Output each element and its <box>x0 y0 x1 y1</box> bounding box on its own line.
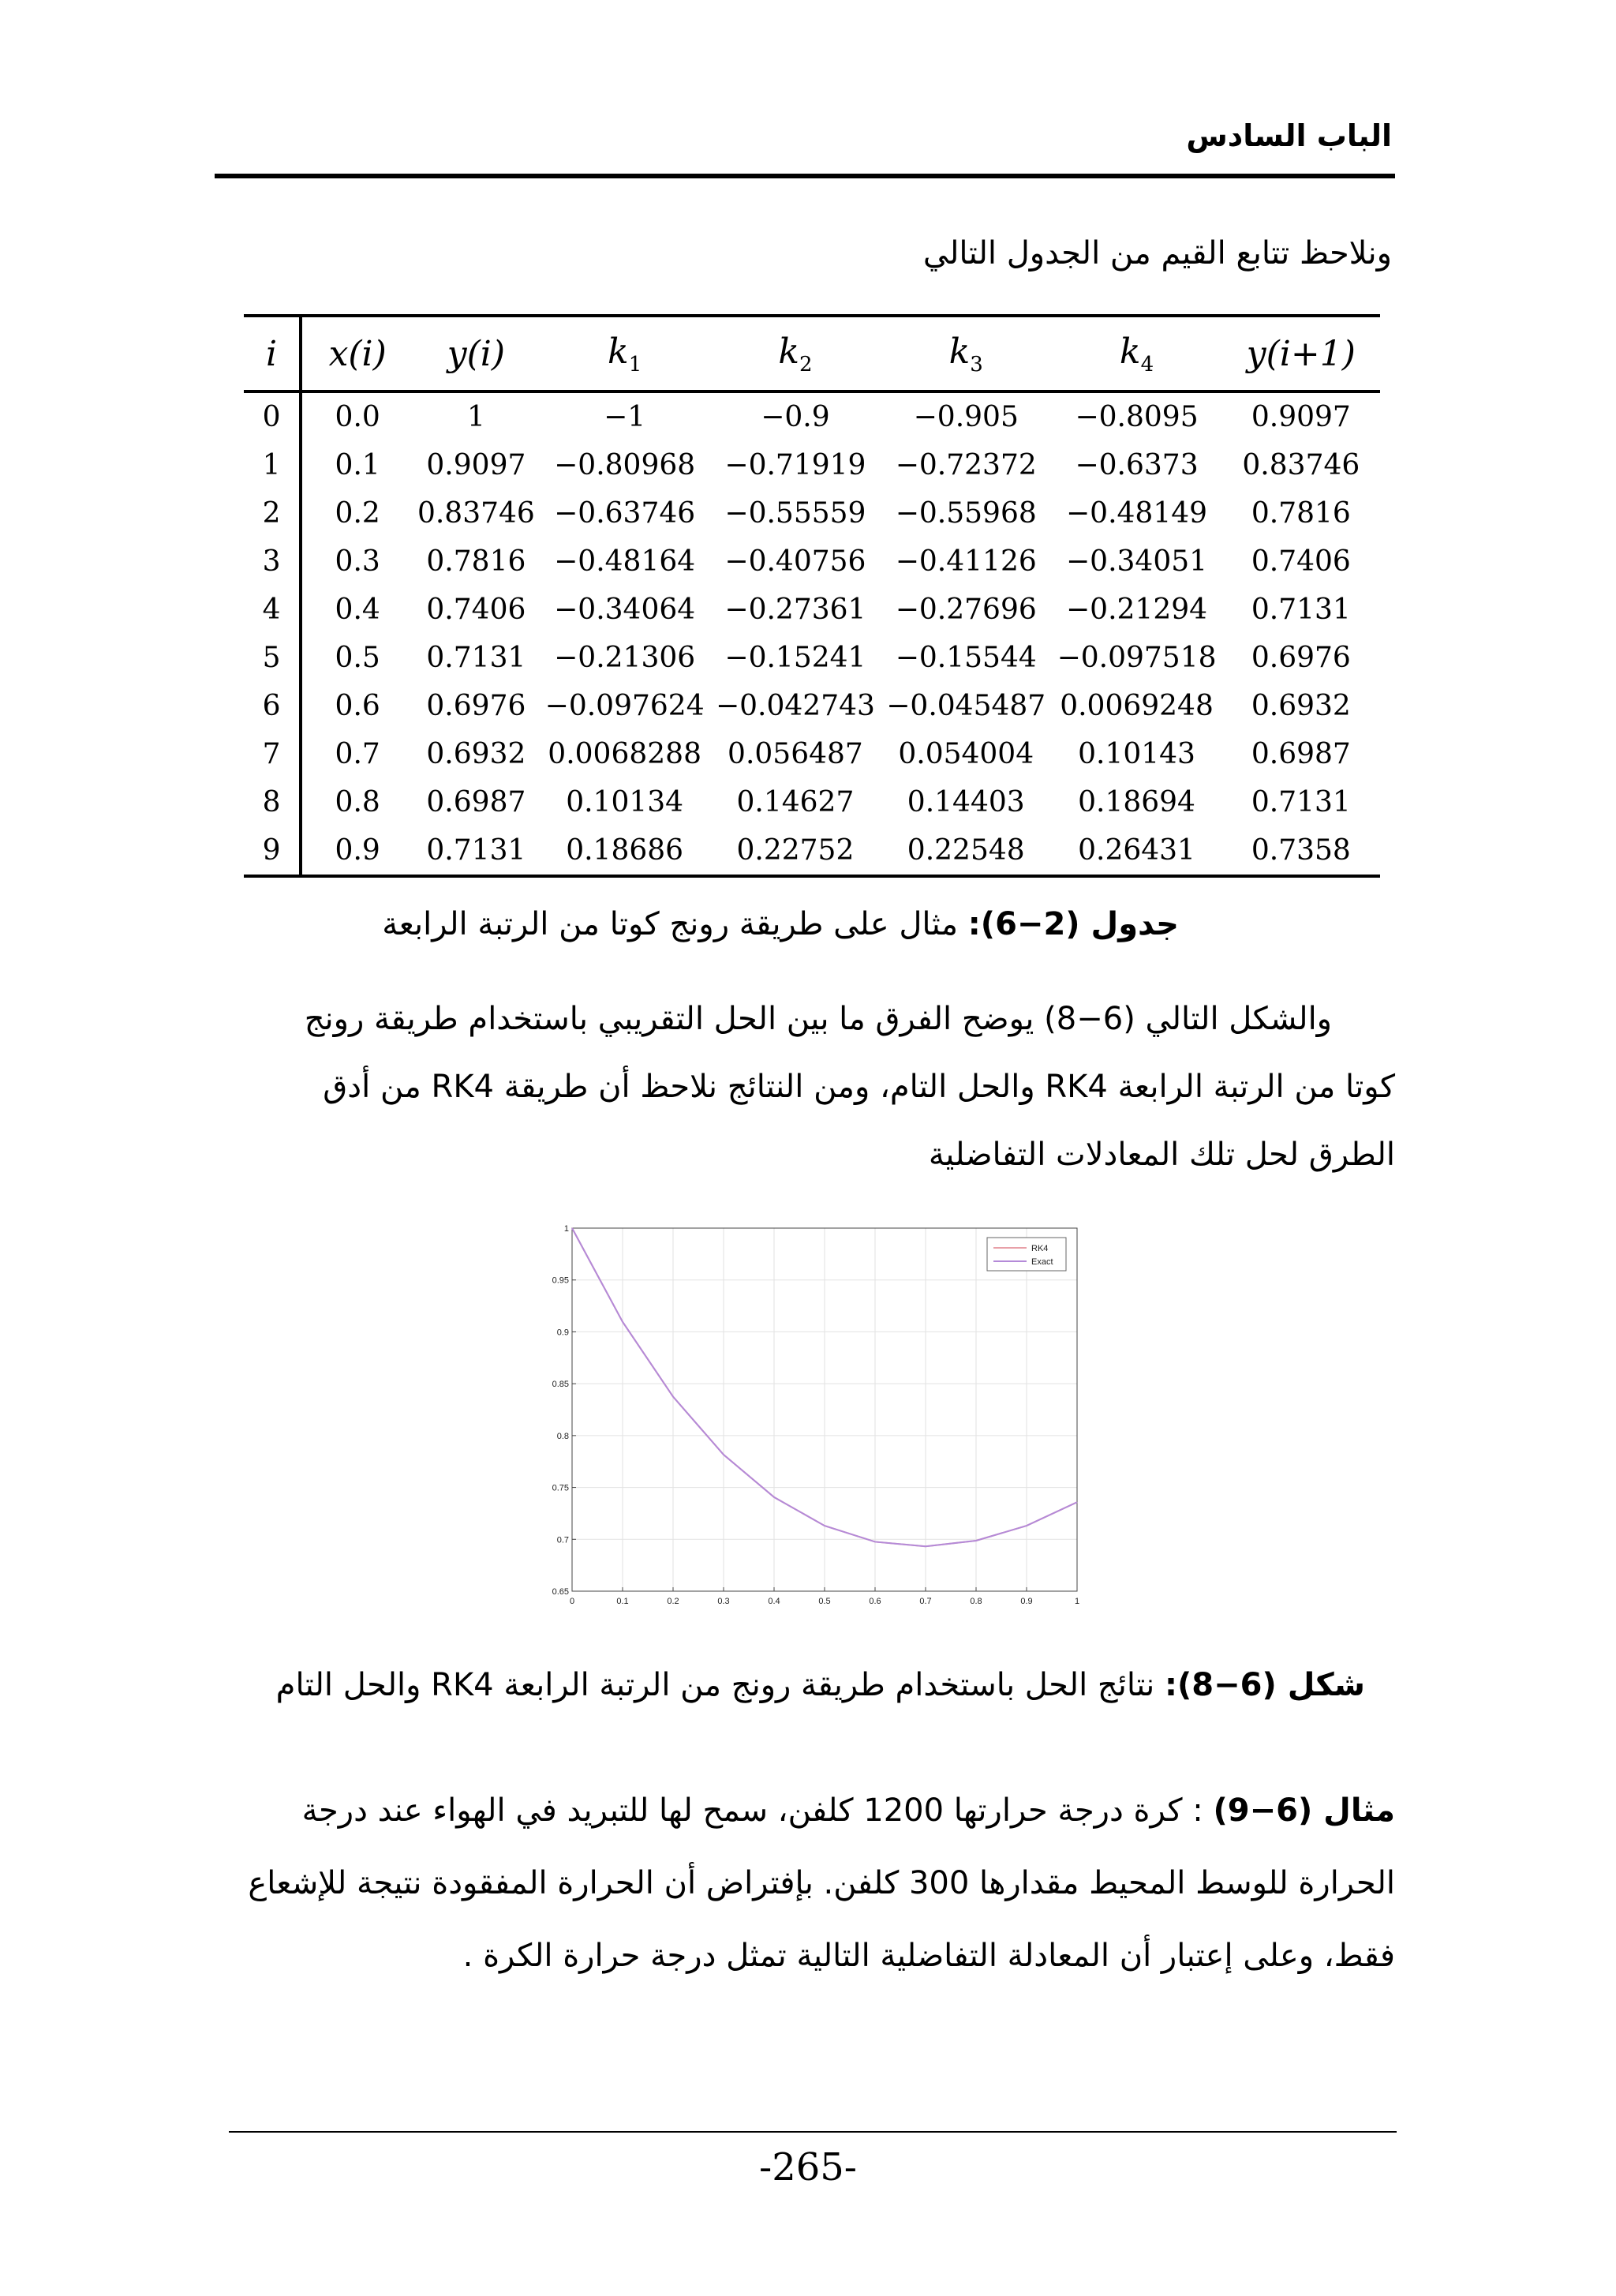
table-cell: −0.21294 <box>1066 594 1208 626</box>
table-cell: 0.7816 <box>426 545 526 578</box>
x-tick-label: 0.5 <box>818 1597 831 1606</box>
table-cell: 0.056487 <box>728 738 863 770</box>
table-cell: 0.18694 <box>1078 786 1195 818</box>
x-tick-label: 0.3 <box>717 1597 730 1606</box>
table-cell: 0.4 <box>335 594 380 626</box>
footer-rule <box>229 2131 1397 2133</box>
y-tick-label: 0.65 <box>552 1587 569 1597</box>
figure-caption <box>276 1667 1365 1703</box>
chapter-heading: الباب السادس <box>1186 118 1392 153</box>
table-cell: −1 <box>604 401 646 433</box>
figure-caption-label: شكل (6−8): <box>1165 1667 1365 1703</box>
table-cell: −0.40756 <box>724 545 866 578</box>
table-cell: 0.7131 <box>1251 786 1351 818</box>
table-cell: 7 <box>244 730 301 778</box>
table-cell: 0.9097 <box>426 449 526 481</box>
rk4-table <box>244 314 1380 878</box>
y-tick-label: 0.7 <box>556 1535 569 1545</box>
x-tick-label: 0 <box>569 1597 575 1606</box>
table-cell: 0.7131 <box>1251 594 1351 626</box>
table-cell: 0.22548 <box>881 826 1051 876</box>
table-cell: 0.10134 <box>566 786 684 818</box>
table-cell: 0 <box>244 391 301 441</box>
y-tick-label: 0.8 <box>556 1431 569 1441</box>
table-cell: 0.0068288 <box>548 738 701 770</box>
table-cell: −0.41126 <box>895 545 1037 578</box>
table-cell: 2 <box>244 489 301 537</box>
x-tick-label: 0.2 <box>667 1597 679 1606</box>
figure-description-paragraph <box>230 985 1395 1189</box>
legend-box <box>987 1238 1066 1271</box>
table-row <box>244 537 1380 586</box>
paragraph-line: الطرق لحل تلك المعادلات التفاضلية <box>928 1137 1395 1173</box>
example-paragraph <box>230 1774 1395 1992</box>
example-label: مثال (6−9) <box>1213 1792 1395 1829</box>
legend-entry: Exact <box>1031 1257 1053 1267</box>
table-cell: 1 <box>466 401 485 433</box>
table-cell: 0.10143 <box>1078 738 1195 770</box>
table-cell: −0.34064 <box>554 594 696 626</box>
x-tick-label: 0.6 <box>869 1597 881 1606</box>
y-tick-label: 0.95 <box>552 1275 569 1286</box>
table-row <box>244 489 1380 537</box>
y-tick-label: 0.9 <box>556 1328 569 1338</box>
header-y-next: y(i+1) <box>1222 316 1380 391</box>
x-tick-label: 0.9 <box>1020 1597 1033 1606</box>
table-row <box>244 634 1380 682</box>
table-cell: 0.9 <box>301 826 413 876</box>
paragraph-line: والشكل التالي (6−8) يوضح الفرق ما بين الحل التقريبي باستخدام طريقة رونج <box>304 1001 1332 1037</box>
table-header-row <box>244 316 1380 391</box>
table-cell: 0.2 <box>335 497 380 530</box>
table-cell: −0.15241 <box>724 642 866 674</box>
table-row <box>244 682 1380 730</box>
example-line: مثال (6−9) : كرة درجة حرارتها 1200 كلفن، سمح لها للتبريد في الهواء عند درجة <box>301 1792 1395 1829</box>
page-number: -265- <box>758 2145 858 2189</box>
table-caption-text: مثال على طريقة رونج كوتا من الرتبة الرابعة <box>382 906 968 942</box>
x-tick-label: 0.4 <box>768 1597 780 1606</box>
y-tick-label: 0.75 <box>552 1483 569 1493</box>
table-row <box>244 391 1380 441</box>
table-cell: 0.3 <box>335 545 380 578</box>
example-line: الحرارة للوسط المحيط مقدارها 300 كلفن. بإفتراض أن الحرارة المفقودة نتيجة للإشعاع <box>248 1865 1395 1901</box>
table-cell: −0.045487 <box>886 690 1046 722</box>
table-cell: 0.18686 <box>540 826 710 876</box>
table-row <box>244 441 1380 489</box>
table-caption <box>382 906 1179 942</box>
table-cell: 0.0 <box>335 401 380 433</box>
y-tick-label: 1 <box>563 1224 569 1234</box>
table-cell: 0.14403 <box>907 786 1025 818</box>
header-i: i <box>244 316 301 391</box>
header-rule <box>215 174 1395 178</box>
table-cell: 9 <box>244 826 301 876</box>
header-k2: $k_2$ <box>710 316 881 391</box>
table-cell: −0.72372 <box>895 449 1037 481</box>
table-cell: 1 <box>244 441 301 489</box>
table-cell: 0.83746 <box>417 497 535 530</box>
table-cell: 0.83746 <box>1242 449 1360 481</box>
table-cell: −0.63746 <box>554 497 696 530</box>
table-cell: 5 <box>244 634 301 682</box>
header-x: x(i) <box>301 316 413 391</box>
table-cell: 0.7406 <box>426 594 526 626</box>
header-y: y(i) <box>413 316 539 391</box>
table-cell: −0.097624 <box>544 690 705 722</box>
table-cell: −0.48149 <box>1066 497 1208 530</box>
table-cell: 0.7358 <box>1222 826 1380 876</box>
table-row <box>244 586 1380 634</box>
table-cell: −0.48164 <box>554 545 696 578</box>
example-line: فقط، وعلى إعتبار أن المعادلة التفاضلية التالية تمثل درجة حرارة الكرة . <box>462 1938 1395 1974</box>
x-tick-label: 1 <box>1074 1597 1080 1606</box>
table-cell: −0.27361 <box>724 594 866 626</box>
table-cell: 0.6987 <box>426 786 526 818</box>
table-cell: 0.7 <box>335 738 380 770</box>
table-cell: 8 <box>244 778 301 826</box>
table-cell: 0.9097 <box>1251 401 1351 433</box>
x-tick-label: 0.7 <box>919 1597 932 1606</box>
intro-text: ونلاحظ تتابع القيم من الجدول التالي <box>922 235 1392 272</box>
table-cell: −0.097518 <box>1057 642 1217 674</box>
table-cell: −0.042743 <box>715 690 875 722</box>
table-cell: 0.7131 <box>413 826 539 876</box>
table-cell: 0.14627 <box>736 786 855 818</box>
table-cell: 3 <box>244 537 301 586</box>
paragraph-line: كوتا من الرتبة الرابعة RK4 والحل التام، ومن النتائج نلاحظ أن طريقة RK4 من أدق <box>323 1069 1395 1105</box>
table-cell: 0.6976 <box>426 690 526 722</box>
table-cell: 4 <box>244 586 301 634</box>
table-cell: −0.6373 <box>1075 449 1199 481</box>
table-cell: −0.71919 <box>724 449 866 481</box>
x-tick-label: 0.8 <box>970 1597 982 1606</box>
table-cell: −0.905 <box>913 401 1019 433</box>
table-cell: 0.7816 <box>1251 497 1351 530</box>
table-cell: −0.27696 <box>895 594 1037 626</box>
table-cell: 0.0069248 <box>1060 690 1214 722</box>
table-cell: 0.5 <box>335 642 380 674</box>
table-cell: −0.9 <box>761 401 830 433</box>
table-cell: 0.6932 <box>426 738 526 770</box>
header-k3: $k_3$ <box>881 316 1051 391</box>
table-cell: 0.1 <box>335 449 380 481</box>
table-cell: −0.21306 <box>554 642 696 674</box>
table-cell: 0.7131 <box>426 642 526 674</box>
header-k4: $k_4$ <box>1051 316 1221 391</box>
table-cell: 0.7406 <box>1251 545 1351 578</box>
table-cell: −0.34051 <box>1066 545 1208 578</box>
figure-caption-text: نتائج الحل باستخدام طريقة رونج من الرتبة الرابعة RK4 والحل التام <box>275 1667 1165 1703</box>
table-cell: 0.22752 <box>710 826 881 876</box>
x-tick-label: 0.1 <box>616 1597 629 1606</box>
table-cell: 0.26431 <box>1051 826 1221 876</box>
table-cell: −0.8095 <box>1075 401 1199 433</box>
table-cell: −0.15544 <box>895 642 1037 674</box>
table-cell: 0.6987 <box>1251 738 1351 770</box>
table-cell: 0.8 <box>335 786 380 818</box>
table-row <box>244 826 1380 876</box>
y-tick-label: 0.85 <box>552 1380 569 1390</box>
table-cell: −0.80968 <box>554 449 696 481</box>
table-caption-label: جدول (2−6): <box>967 906 1179 942</box>
table-cell: −0.55559 <box>724 497 866 530</box>
table-row <box>244 778 1380 826</box>
table-cell: 0.6932 <box>1251 690 1351 722</box>
rk4-vs-exact-chart <box>537 1222 1089 1609</box>
table-cell: 6 <box>244 682 301 730</box>
table-cell: 0.6976 <box>1251 642 1351 674</box>
table-cell: −0.55968 <box>895 497 1037 530</box>
table-row <box>244 730 1380 778</box>
header-k1: $k_1$ <box>540 316 710 391</box>
table-cell: 0.054004 <box>898 738 1034 770</box>
table-cell: 0.6 <box>335 690 380 722</box>
legend-entry: RK4 <box>1031 1244 1049 1253</box>
